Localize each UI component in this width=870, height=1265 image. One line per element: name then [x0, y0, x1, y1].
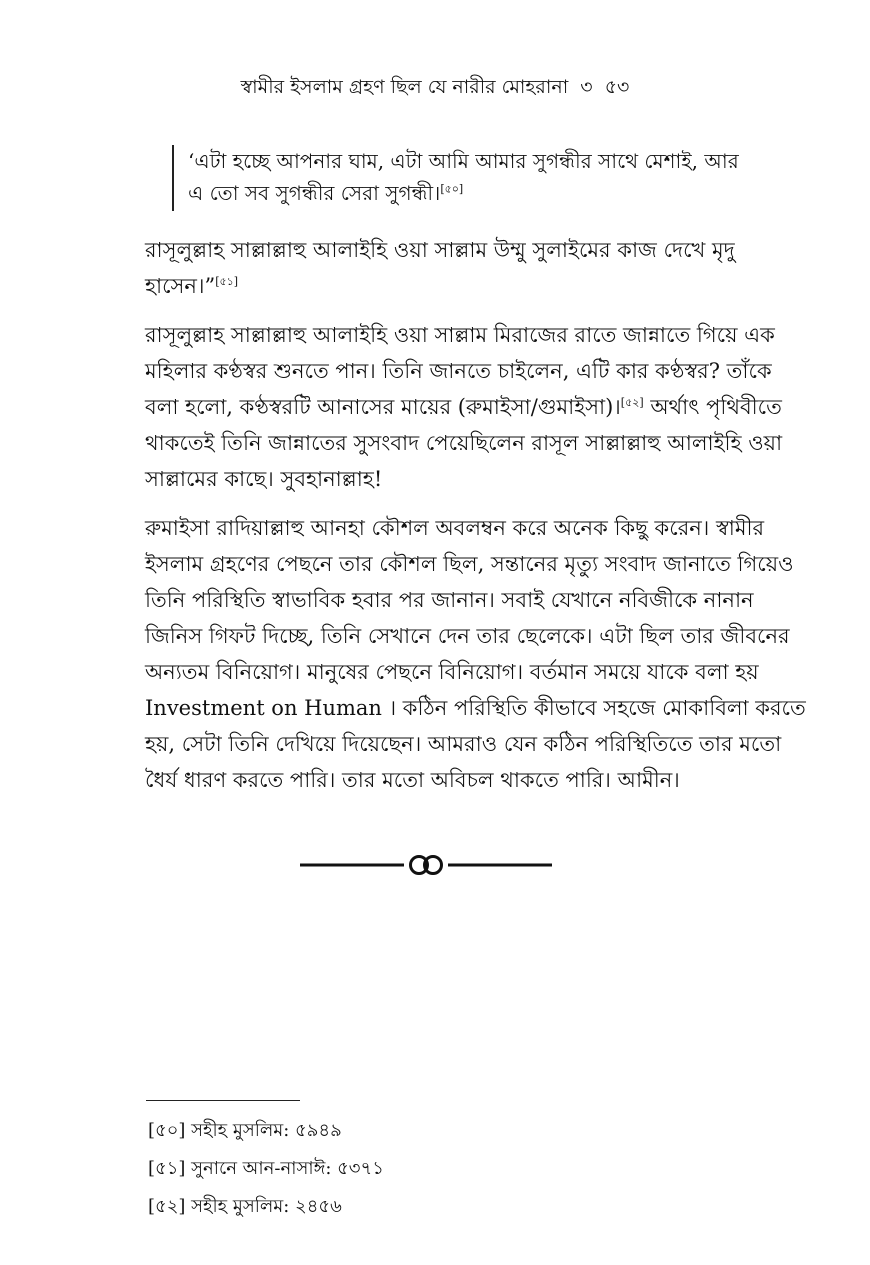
quote-line	[188, 177, 732, 209]
paragraph	[145, 510, 806, 798]
paragraph-line: জিনিস গিফট দিচ্ছে, তিনি সেখানে দেন তার ছেলেকে। এটা ছিল তার জীবনের	[145, 624, 790, 648]
footnote-ref[interactable]: [৫০]	[440, 182, 464, 196]
footnote-ref[interactable]: [৫১]	[215, 275, 239, 288]
chapter-title: স্বামীর ইসলাম গ্রহণ ছিল যে নারীর মোহরানা	[240, 76, 569, 98]
paragraph	[145, 232, 735, 304]
paragraph-text: হাসেন।”	[145, 274, 216, 298]
quote-line: ‘এটা হচ্ছে আপনার ঘাম, এটা আমি আমার সুগন্ধীর সাথে মেশাই, আর	[188, 149, 739, 173]
running-header	[0, 74, 870, 100]
block-quote	[172, 145, 739, 211]
paragraph-line: অন্যতম বিনিয়োগ। মানুষের পেছনে বিনিয়োগ। বর্তমান সময়ে যাকে বলা হয়	[145, 660, 759, 684]
paragraph-line	[145, 268, 725, 304]
footnote-item: [৫১] সুনানে আন-নাসাঈ: ৫৩৭১	[148, 1158, 384, 1179]
paragraph-line: মহিলার কণ্ঠস্বর শুনতে পান। তিনি জানতে চাইলেন, এটি কার কণ্ঠস্বর? তাঁকে	[145, 359, 772, 383]
paragraph-line: সাল্লামের কাছে। সুবহানাল্লাহ!	[145, 467, 383, 491]
footnotes	[148, 1112, 648, 1226]
page-number: ৫৩	[604, 76, 630, 98]
paragraph-line	[145, 389, 782, 425]
footnote-item: [৫২] সহীহ মুসলিম: ২৪৫৬	[148, 1196, 342, 1217]
footnote-ref[interactable]: [৫২]	[620, 396, 644, 409]
paragraph-line: ইসলাম গ্রহণের পেছনে তার কৌশল ছিল, সন্তানের মৃত্যু সংবাদ জানাতে গিয়েও	[145, 552, 794, 576]
quote-text: এ তো সব সুগন্ধীর সেরা সুগন্ধী।	[188, 181, 441, 205]
footnote-item: [৫০] সহীহ মুসলিম: ৫৯৪৯	[148, 1120, 342, 1141]
footnote-divider	[146, 1100, 300, 1101]
paragraph-text: বলা হলো, কণ্ঠস্বরটি আনাসের মায়ের (রুমাইসা/গুমাইসা)।	[145, 395, 621, 419]
paragraph-line: থাকতেই তিনি জান্নাতের সুসংবাদ পেয়েছিলেন রাসূল সাল্লাল্লাহু আলাইহি ওয়া	[145, 431, 783, 455]
paragraph-line: রাসূলুল্লাহ সাল্লাল্লাহু আলাইহি ওয়া সাল্লাম মিরাজের রাতে জান্নাতে গিয়ে এক	[145, 323, 775, 347]
paragraph-line: হয়, সেটা তিনি দেখিয়ে দিয়েছেন। আমরাও যেন কঠিন পরিস্থিতিতে তার মতো	[145, 732, 782, 756]
header-separator: ৩	[580, 76, 593, 98]
paragraph-line: Investment on Human । কঠিন পরিস্থিতি কীভাবে সহজে মোকাবিলা করতে	[145, 696, 806, 720]
paragraph-line: রুমাইসা রাদিয়াল্লাহু আনহা কৌশল অবলম্বন করে অনেক কিছু করেন। স্বামীর	[145, 516, 765, 540]
paragraph-line: ধৈর্য ধারণ করতে পারি। তার মতো অবিচল থাকতে পারি। আমীন।	[145, 768, 680, 792]
paragraph-line: রাসূলুল্লাহ সাল্লাল্লাহু আলাইহি ওয়া সাল্লাম উম্মু সুলাইমের কাজ দেখে মৃদু	[145, 238, 735, 262]
paragraph-text: অর্থাৎ পৃথিবীতে	[643, 395, 782, 419]
paragraph-line: তিনি পরিস্থিতি স্বাভাবিক হবার পর জানান। সবাই যেখানে নবিজীকে নানান	[145, 588, 754, 612]
section-divider-ornament	[300, 848, 552, 882]
paragraph	[145, 317, 783, 497]
